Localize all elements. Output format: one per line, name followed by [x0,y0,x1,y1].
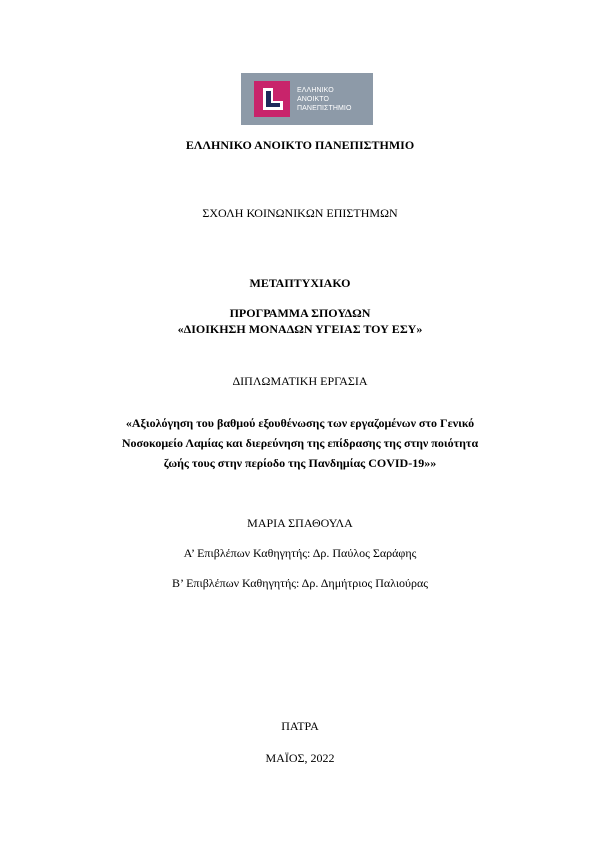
date: ΜΑΪΟΣ, 2022 [265,751,335,765]
document-type: ΔΙΠΛΩΜΑΤΙΚΗ ΕΡΓΑΣΙΑ [232,374,368,388]
author-name: ΜΑΡΙΑ ΣΠΑΘΟΥΛΑ [247,516,353,530]
second-supervisor: Β’ Επιβλέπων Καθηγητής: Δρ. Δημήτριος Παλιούρας [171,576,429,590]
logo-line: ΠΑΝΕΠΙΣΤΗΜΙΟ [297,105,352,112]
logo-text [297,86,352,113]
school-name: ΣΧΟΛΗ ΚΟΙΝΩΝΙΚΩΝ ΕΠΙΣΤΗΜΩΝ [202,206,398,220]
program-title: ΠΡΟΓΡΑΜΜΑ ΣΠΟΥΔΩΝ [229,306,371,320]
thesis-title-line: «Αξιολόγηση του βαθμού εξουθένωσης των εργαζομένων στο Γενικό [125,416,475,430]
thesis-title-line: ζωής τους στην περίοδο της Πανδημίας COVID-19»» [163,456,437,470]
logo-line: ΑΝΟΙΚΤΟ [297,96,330,103]
university-logo [241,73,373,125]
first-supervisor: Α’ Επιβλέπων Καθηγητής: Δρ. Παύλος Σαράφης [183,546,417,560]
university-name: ΕΛΛΗΝΙΚΟ ΑΝΟΙΚΤΟ ΠΑΝΕΠΙΣΤΗΜΙΟ [185,138,415,152]
program-subtitle: «ΔΙΟΙΚΗΣΗ ΜΟΝΑΔΩΝ ΥΓΕΙΑΣ ΤΟΥ ΕΣΥ» [177,322,423,336]
logo-line: ΕΛΛΗΝΙΚΟ [297,87,334,94]
eap-logo-mark-icon [254,81,290,117]
city: ΠΑΤΡΑ [281,719,319,733]
program-level: ΜΕΤΑΠΤΥΧΙΑΚΟ [249,276,351,290]
thesis-title-line: Νοσοκομείο Λαμίας και διερεύνηση της επίδρασης της στην ποιότητα [121,436,479,450]
